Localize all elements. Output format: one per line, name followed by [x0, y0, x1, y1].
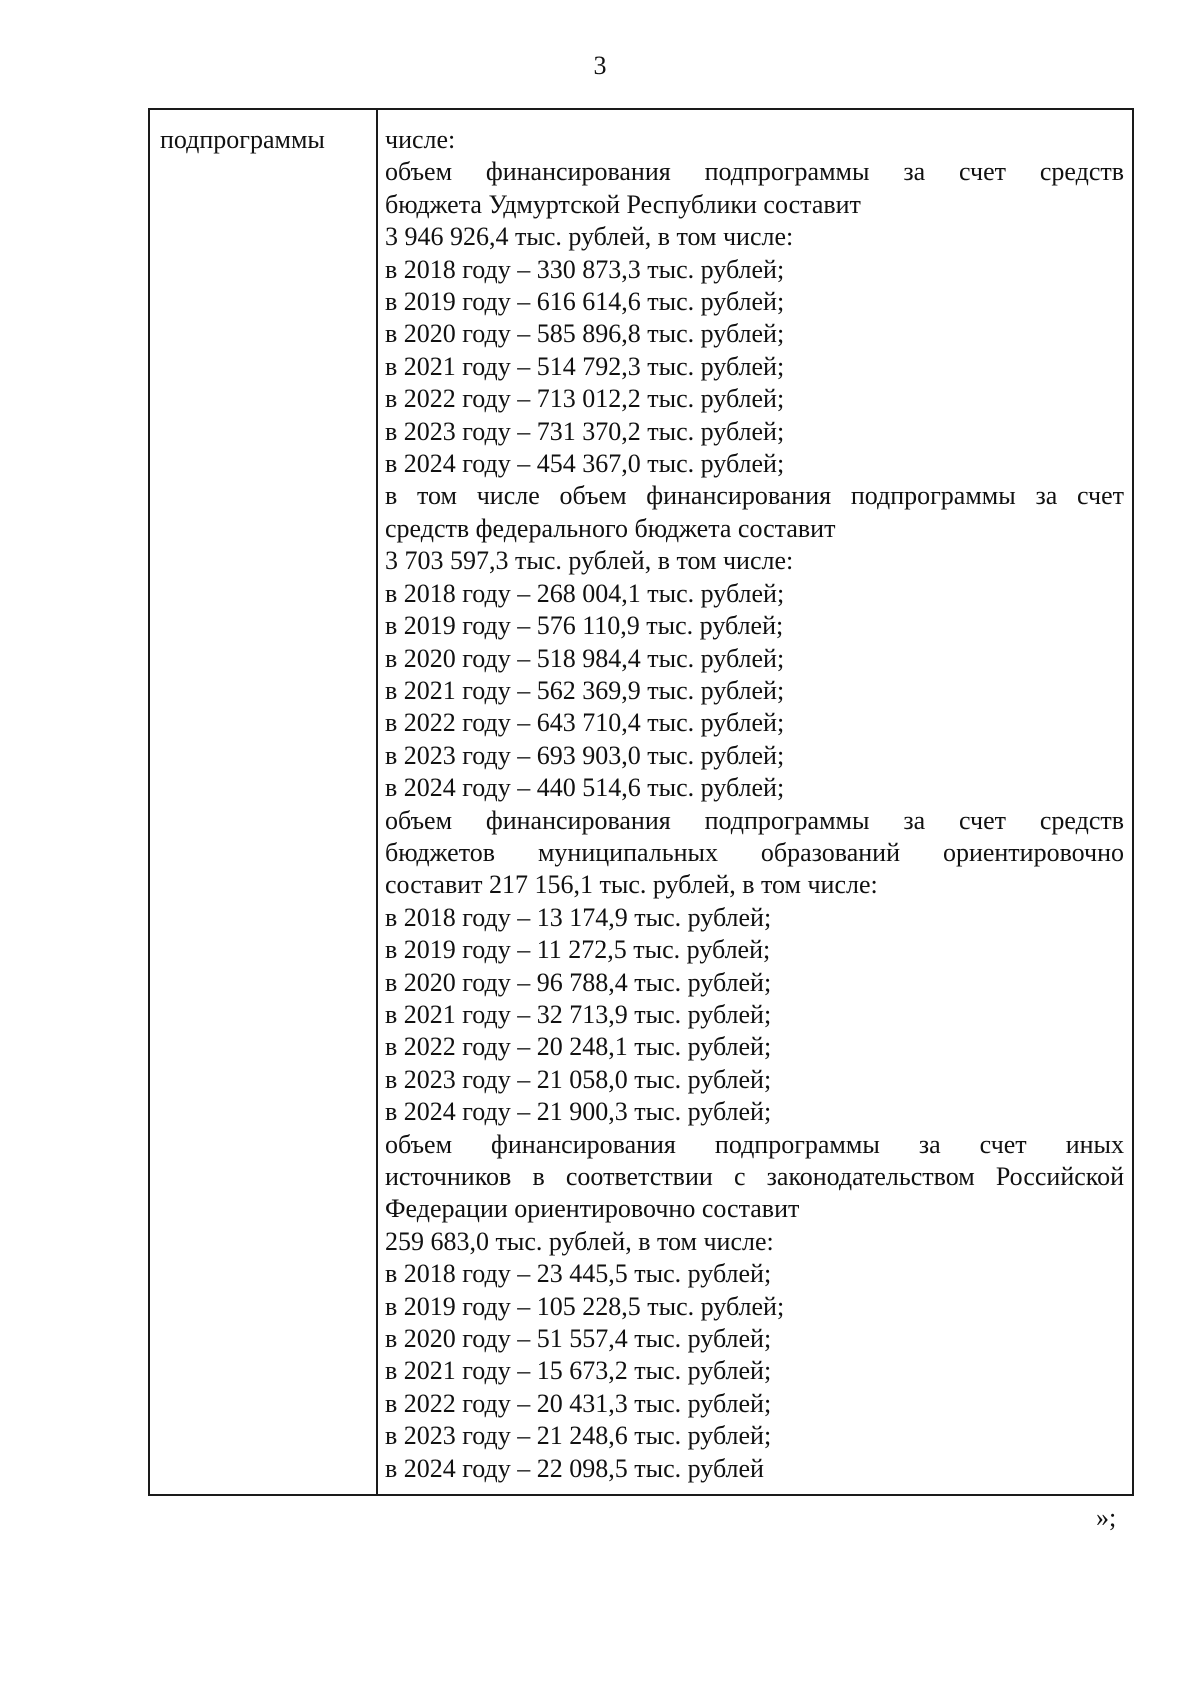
text-line: 259 683,0 тыс. рублей, в том числе:	[385, 1226, 774, 1256]
text-line: в 2022 году – 713 012,2 тыс. рублей;	[385, 384, 785, 414]
text-line: в 2019 году – 576 110,9 тыс. рублей;	[385, 611, 784, 641]
text-line: в 2023 году – 693 903,0 тыс. рублей;	[385, 740, 785, 770]
text-line: объем финансирования подпрограммы за счет средств	[385, 805, 1124, 835]
table-right-cell	[378, 110, 1132, 1494]
text-line: Федерации ориентировочно составит	[385, 1194, 800, 1224]
text-line: в 2024 году – 22 098,5 тыс. рублей	[385, 1453, 764, 1483]
text-line: в 2018 году – 23 445,5 тыс. рублей;	[385, 1259, 772, 1289]
text-line: в том числе объем финансирования подпрограммы за счет	[385, 481, 1124, 511]
text-line: составит 217 156,1 тыс. рублей, в том числе:	[385, 870, 878, 900]
text-line: в 2023 году – 21 248,6 тыс. рублей;	[385, 1421, 772, 1451]
text-line: в 2021 году – 32 713,9 тыс. рублей;	[385, 999, 772, 1029]
text-line: средств федерального бюджета составит	[385, 513, 836, 543]
text-line: в 2018 году – 13 174,9 тыс. рублей;	[385, 902, 772, 932]
text-line: в 2020 году – 518 984,4 тыс. рублей;	[385, 643, 785, 673]
text-line: в 2018 году – 330 873,3 тыс. рублей;	[385, 254, 785, 284]
text-line: в 2022 году – 643 710,4 тыс. рублей;	[385, 708, 785, 738]
text-line: в 2021 году – 514 792,3 тыс. рублей;	[385, 351, 785, 381]
text-line: 3 703 597,3 тыс. рублей, в том числе:	[385, 546, 794, 576]
page-number: 3	[593, 51, 607, 80]
text-line: в 2020 году – 585 896,8 тыс. рублей;	[385, 319, 785, 349]
text-line: в 2019 году – 616 614,6 тыс. рублей;	[385, 287, 785, 317]
table-left-cell	[150, 110, 378, 1494]
text-line: объем финансирования подпрограммы за счет иных	[385, 1129, 1124, 1159]
text-line: в 2022 году – 20 248,1 тыс. рублей;	[385, 1032, 772, 1062]
text-line: объем финансирования подпрограммы за счет средств	[385, 157, 1124, 187]
text-line: источников в соответствии с законодательством Российской	[385, 1162, 1124, 1191]
text-line: в 2022 году – 20 431,3 тыс. рублей;	[385, 1388, 772, 1418]
text-line: в 2024 году – 440 514,6 тыс. рублей;	[385, 773, 785, 803]
text-line: бюджета Удмуртской Республики составит	[385, 189, 861, 219]
left-cell-label: подпрограммы	[160, 125, 325, 154]
text-line: в 2020 году – 96 788,4 тыс. рублей;	[385, 967, 772, 997]
text-line: в 2018 году – 268 004,1 тыс. рублей;	[385, 578, 785, 608]
text-line: числе:	[385, 125, 456, 154]
text-line: в 2024 году – 21 900,3 тыс. рублей;	[385, 1097, 772, 1127]
text-line: 3 946 926,4 тыс. рублей, в том числе:	[385, 222, 794, 252]
text-line: бюджетов муниципальных образований ориентировочно	[385, 837, 1124, 867]
closing-quote-mark: »;	[1096, 1503, 1117, 1532]
text-line: в 2019 году – 11 272,5 тыс. рублей;	[385, 935, 771, 965]
text-line: в 2020 году – 51 557,4 тыс. рублей;	[385, 1324, 772, 1354]
text-line: в 2021 году – 15 673,2 тыс. рублей;	[385, 1356, 772, 1386]
text-line: в 2021 году – 562 369,9 тыс. рублей;	[385, 675, 785, 705]
financing-table	[148, 108, 1134, 1496]
text-line: в 2019 году – 105 228,5 тыс. рублей;	[385, 1291, 785, 1321]
text-line: в 2023 году – 731 370,2 тыс. рублей;	[385, 416, 785, 446]
text-line: в 2023 году – 21 058,0 тыс. рублей;	[385, 1064, 772, 1094]
text-line: в 2024 году – 454 367,0 тыс. рублей;	[385, 449, 785, 479]
